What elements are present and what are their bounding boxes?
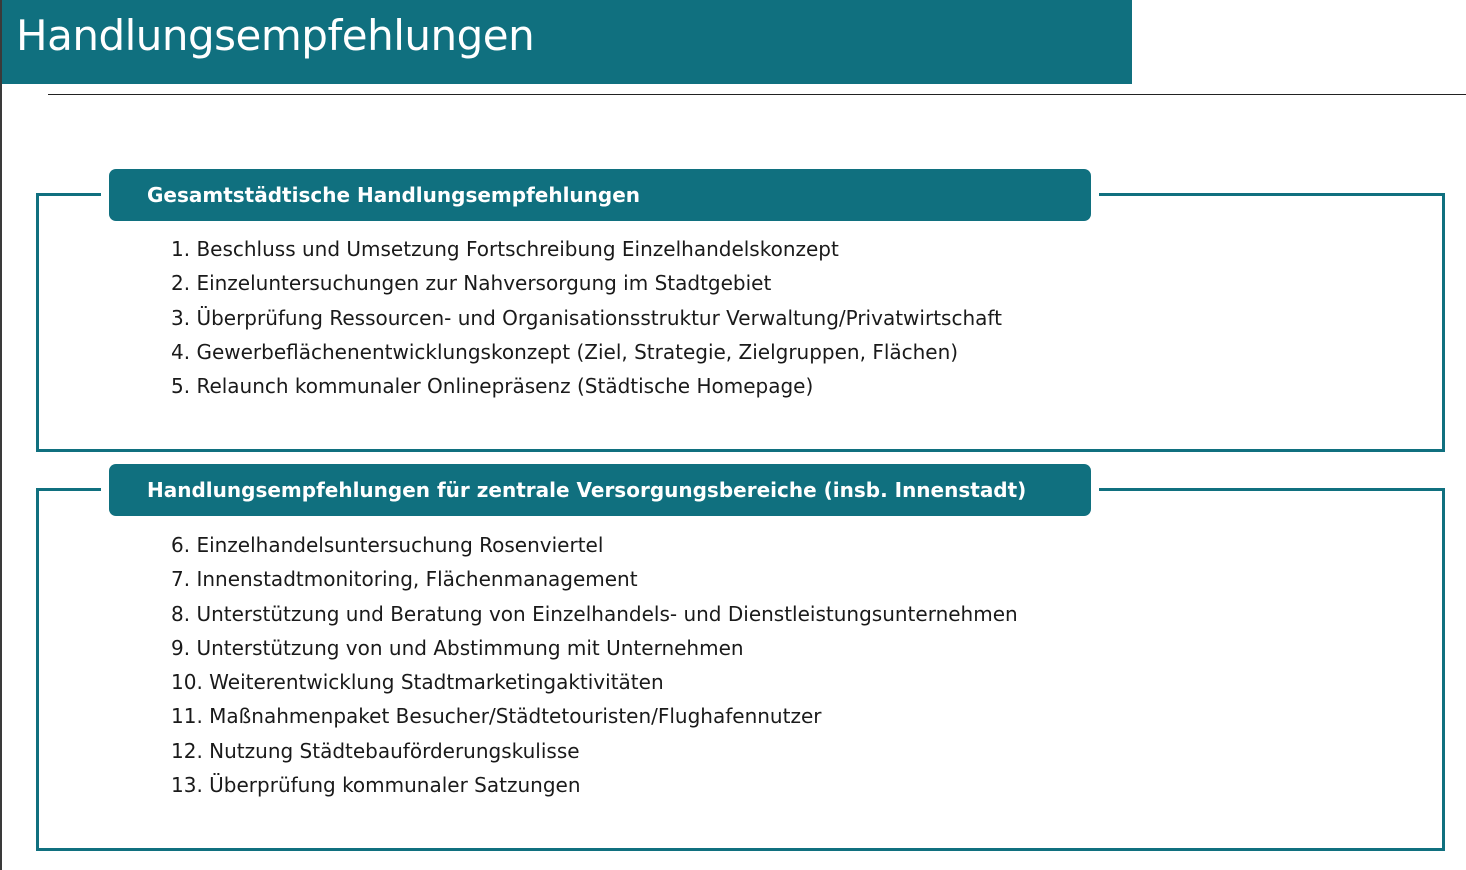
section-header-citywide: Gesamtstädtische Handlungsempfehlungen bbox=[109, 169, 1091, 221]
list-item: 2. Einzeluntersuchungen zur Nahversorgung im Stadtgebiet bbox=[171, 271, 772, 296]
recommendation-list-citywide bbox=[171, 232, 1002, 403]
list-item: 3. Überprüfung Ressourcen- und Organisationsstruktur Verwaltung/Privatwirtschaft bbox=[171, 305, 1002, 330]
list-item: 9. Unterstützung von und Abstimmung mit Unternehmen bbox=[171, 635, 744, 660]
list-item: 13. Überprüfung kommunaler Satzungen bbox=[171, 773, 581, 798]
list-item: 4. Gewerbeflächenentwicklungskonzept (Ziel, Strategie, Zielgruppen, Flächen) bbox=[171, 339, 959, 364]
recommendation-list-central-areas bbox=[171, 528, 1018, 802]
list-item: 1. Beschluss und Umsetzung Fortschreibung Einzelhandelskonzept bbox=[171, 237, 839, 261]
slide-left-edge bbox=[0, 0, 2, 870]
list-item: 7. Innenstadtmonitoring, Flächenmanagement bbox=[171, 567, 638, 592]
list-item: 11. Maßnahmenpaket Besucher/Städtetouristen/Flughafennutzer bbox=[171, 704, 822, 729]
list-item: 5. Relaunch kommunaler Onlinepräsenz (Städtische Homepage) bbox=[171, 374, 814, 399]
list-item: 12. Nutzung Städtebauförderungskulisse bbox=[171, 738, 580, 763]
list-item: 6. Einzelhandelsuntersuchung Rosenviertel bbox=[171, 533, 604, 557]
title-banner bbox=[2, 0, 1132, 84]
section-header-central-areas: Handlungsempfehlungen für zentrale Versorgungsbereiche (insb. Innenstadt) bbox=[109, 464, 1091, 516]
list-item: 8. Unterstützung und Beratung von Einzelhandels- und Dienstleistungsunternehmen bbox=[171, 601, 1018, 626]
list-item: 10. Weiterentwicklung Stadtmarketingaktivitäten bbox=[171, 670, 664, 695]
page-title: Handlungsempfehlungen bbox=[16, 11, 535, 60]
title-divider bbox=[48, 94, 1466, 95]
